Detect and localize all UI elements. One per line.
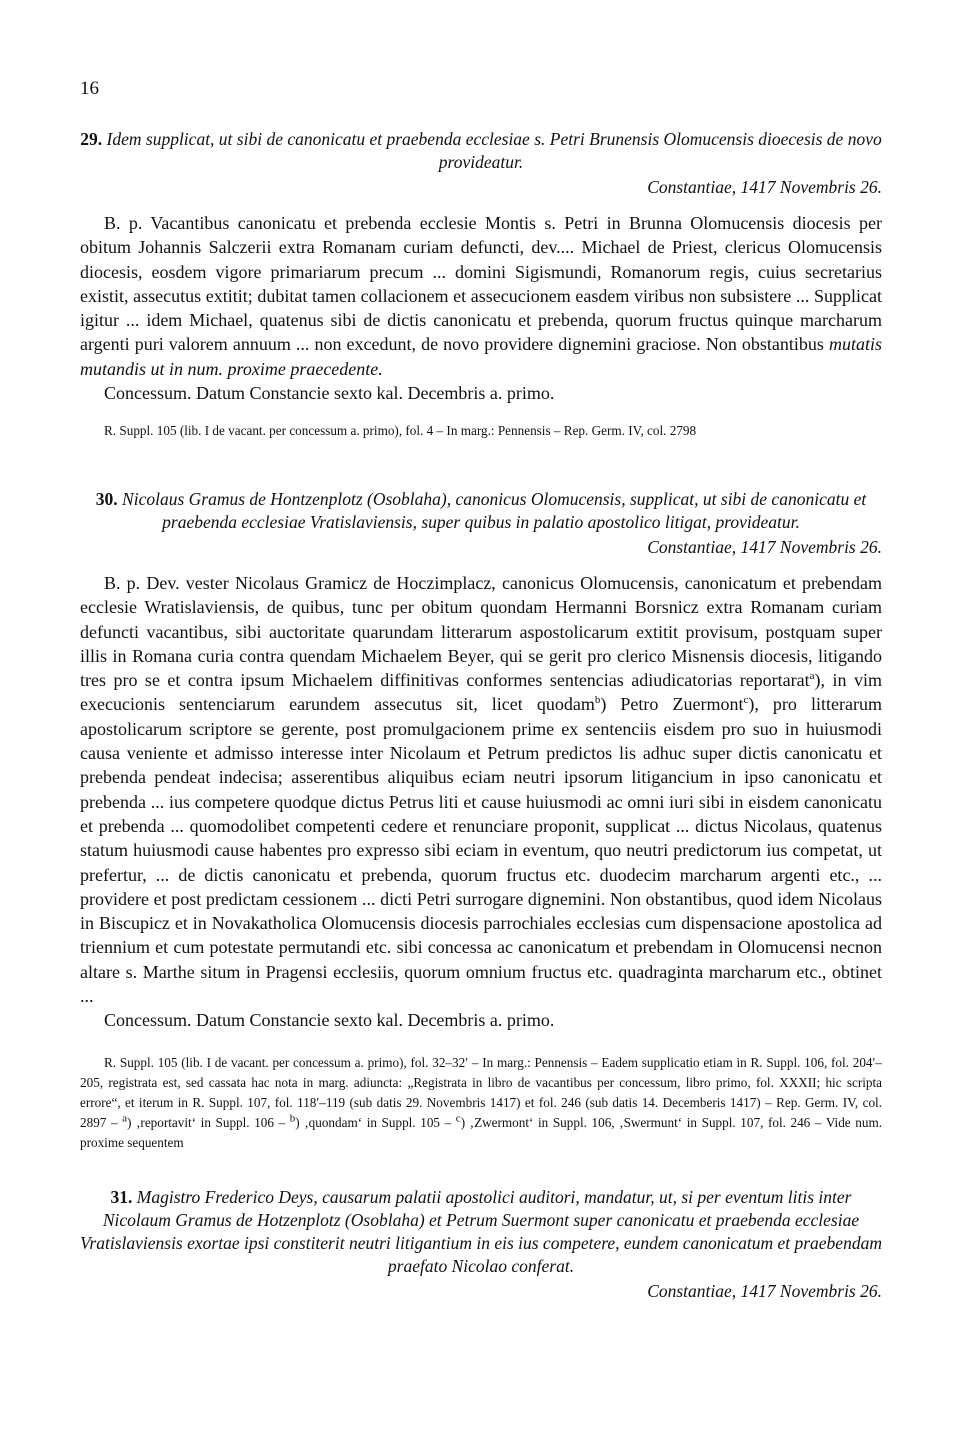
entry-date: Constantiae, 1417 Novembris 26. <box>647 537 882 557</box>
entry-date: Constantiae, 1417 Novembris 26. <box>647 1281 882 1301</box>
entry-29 <box>80 128 882 441</box>
entry-note: R. Suppl. 105 (lib. I de vacant. per concessum a. primo), fol. 32–32′ – In marg.: Pennensis – Eadem supplicatio etiam in R. Suppl. 106, fol. 204′–205, registrata est, sed cassata hac nota in marg. adiuncta: „Registrata in libro de vacantibus per concessum, libro primo, fol. XXXII; hic scripta errore“, et iterum in R. Suppl. 107, fol. 118′–119 (sub datis 29. Novembris 1417) et fol. 246 (sub datis 14. Decemberis 1417) – Rep. Germ. IV, col. 2897 – $^a$) ‚reportavit‘ in Suppl. 106 – $^b$) ‚quondam‘ in Suppl. 105 – $^c$) ‚Zwermont‘ in Suppl. 106, ‚Swermunt‘ in Suppl. 107, fol. 246 – Vide num. proxime sequentem <box>80 1054 882 1150</box>
entry-date: Constantiae, 1417 Novembris 26. <box>647 177 882 197</box>
entry-number: 29. <box>80 129 103 149</box>
entry-concessum: Concessum. Datum Constancie sexto kal. Decembris a. primo. <box>104 1010 555 1031</box>
entry-heading-text: Nicolaus Gramus de Hontzenplotz (Osoblaha), canonicus Olomucensis, supplicat, ut sibi de canonicatu et praebenda ecclesiae Vratislaviensis, super quibus in palatio apostolico litigat, provideatur. <box>122 489 867 532</box>
entry-heading <box>80 128 882 174</box>
entry-body: B. p. Dev. vester Nicolaus Gramicz de Hoczimplacz, canonicus Olomucensis, canonicatum et prebendam ecclesie Wratislaviensis, de quibus, tunc per obitum quondam Hermanni Borsnicz extra Romanam curiam defuncti vacantibus, sibi auctoritate quarundam litterarum aspostolicarum extitit provisum, postquam super illis in Romana curia contra quendam Michaelem Beyer, qui se gerit pro clerico Misnensis diocesis, litigando tres pro se et contra ipsum Michaelem diffinitivas conformes sentencias adiudicatorias reportarat$^a$), in vim execucionis sentenciarum earundem assecutus sit, licet quodam$^b$) Petro Zuermont$^c$), pro litterarum apostolicarum scriptore se gerente, post promulgacionem prime ex sentenciis eisdem pro suo in huiusmodi causa veniente et admisso interesse inter Nicolaum et Petrum predictos lis adhuc super dictis canonicatu et prebenda pendeat indecisa; asserentibus aliquibus eciam neutri ipsorum litigancium in ipso canonicatu et prebenda ... ius competere quodque dictus Petrus liti et cause huiusmodi ac omni iuri sibi in eisdem canonicatu et prebenda ... quomodolibet competenti cedere et renunciare proponit, supplicat ... dictus Nicolaus, quatenus statum huiusmodi cause habentes pro expresso sibi eciam in eventum, quo neutri predictorum ius competat, ut prefertur, ... de dictis canonicatu et prebenda, quorum fructus etc. duodecim marcharum argenti etc., ... providere et post predictam cessionem ... dicti Petri surrogare dignemini. Non obstantibus, quod idem Nicolaus in Biscupicz et in Novakatholica Olomucensis diocesis parrochiales ecclesias cum dispensacione apostolica ad triennium et cum potestate permutandi etc. sibi concessa ac canonicatum et prebendam in Olomucensi necnon altare s. Marthe situm in Pragensi ecclesiis, quorum omnium fructus etc. quadraginta marcharum etc., obtinet ... <box>80 573 882 1007</box>
entry-heading-text: Idem supplicat, ut sibi de canonicatu et praebenda ecclesiae s. Petri Brunensis Olomucensis dioecesis de novo provideatur. <box>106 129 882 172</box>
entry-note: R. Suppl. 105 (lib. I de vacant. per concessum a. primo), fol. 4 – In marg.: Pennensis – Rep. Germ. IV, col. 2798 <box>104 423 697 439</box>
entry-30 <box>80 488 882 1153</box>
page-number: 16 <box>80 78 99 99</box>
entry-body: B. p. Vacantibus canonicatu et prebenda ecclesie Montis s. Petri in Brunna Olomucensis diocesis per obitum Johannis Salczerii extra Romanam curiam defuncti, dev.... Michael de Priest, clericus Olomucensis diocesis, eosdem vigore primariarum precum ... domini Sigismundi, Romanorum regis, cuius secretarius existit, assecutus extitit; dubitat tamen collacionem et assecucionem easdem viribus non subsistere ... Supplicat igitur ... idem Michael, quatenus sibi de dictis canonicatu et prebenda, quorum fructus quinque marcharum argenti puri valorem annuum ... non excedunt, de novo providere dignemini graciose. Non obstantibus mutatis mutandis ut in num. proxime praecedente. <box>80 213 882 379</box>
entry-number: 31. <box>110 1187 133 1207</box>
entry-heading <box>80 1186 882 1278</box>
entry-heading <box>80 488 882 534</box>
entry-31 <box>80 1186 882 1303</box>
entry-heading-text: Magistro Frederico Deys, causarum palatii apostolici auditori, mandatur, ut, si per eventum litis inter Nicolaum Gramus de Hotzenplotz (Osoblaha) et Petrum Suermont super canonicatu et praebenda ecclesiae Vratislaviensis exortae ipsi constiterit neutri litigantium in eis ius competere, eundem canonicatum et praebendam praefato Nicolao conferat. <box>80 1187 882 1276</box>
entry-concessum: Concessum. Datum Constancie sexto kal. Decembris a. primo. <box>104 383 555 404</box>
entry-number: 30. <box>95 489 118 509</box>
